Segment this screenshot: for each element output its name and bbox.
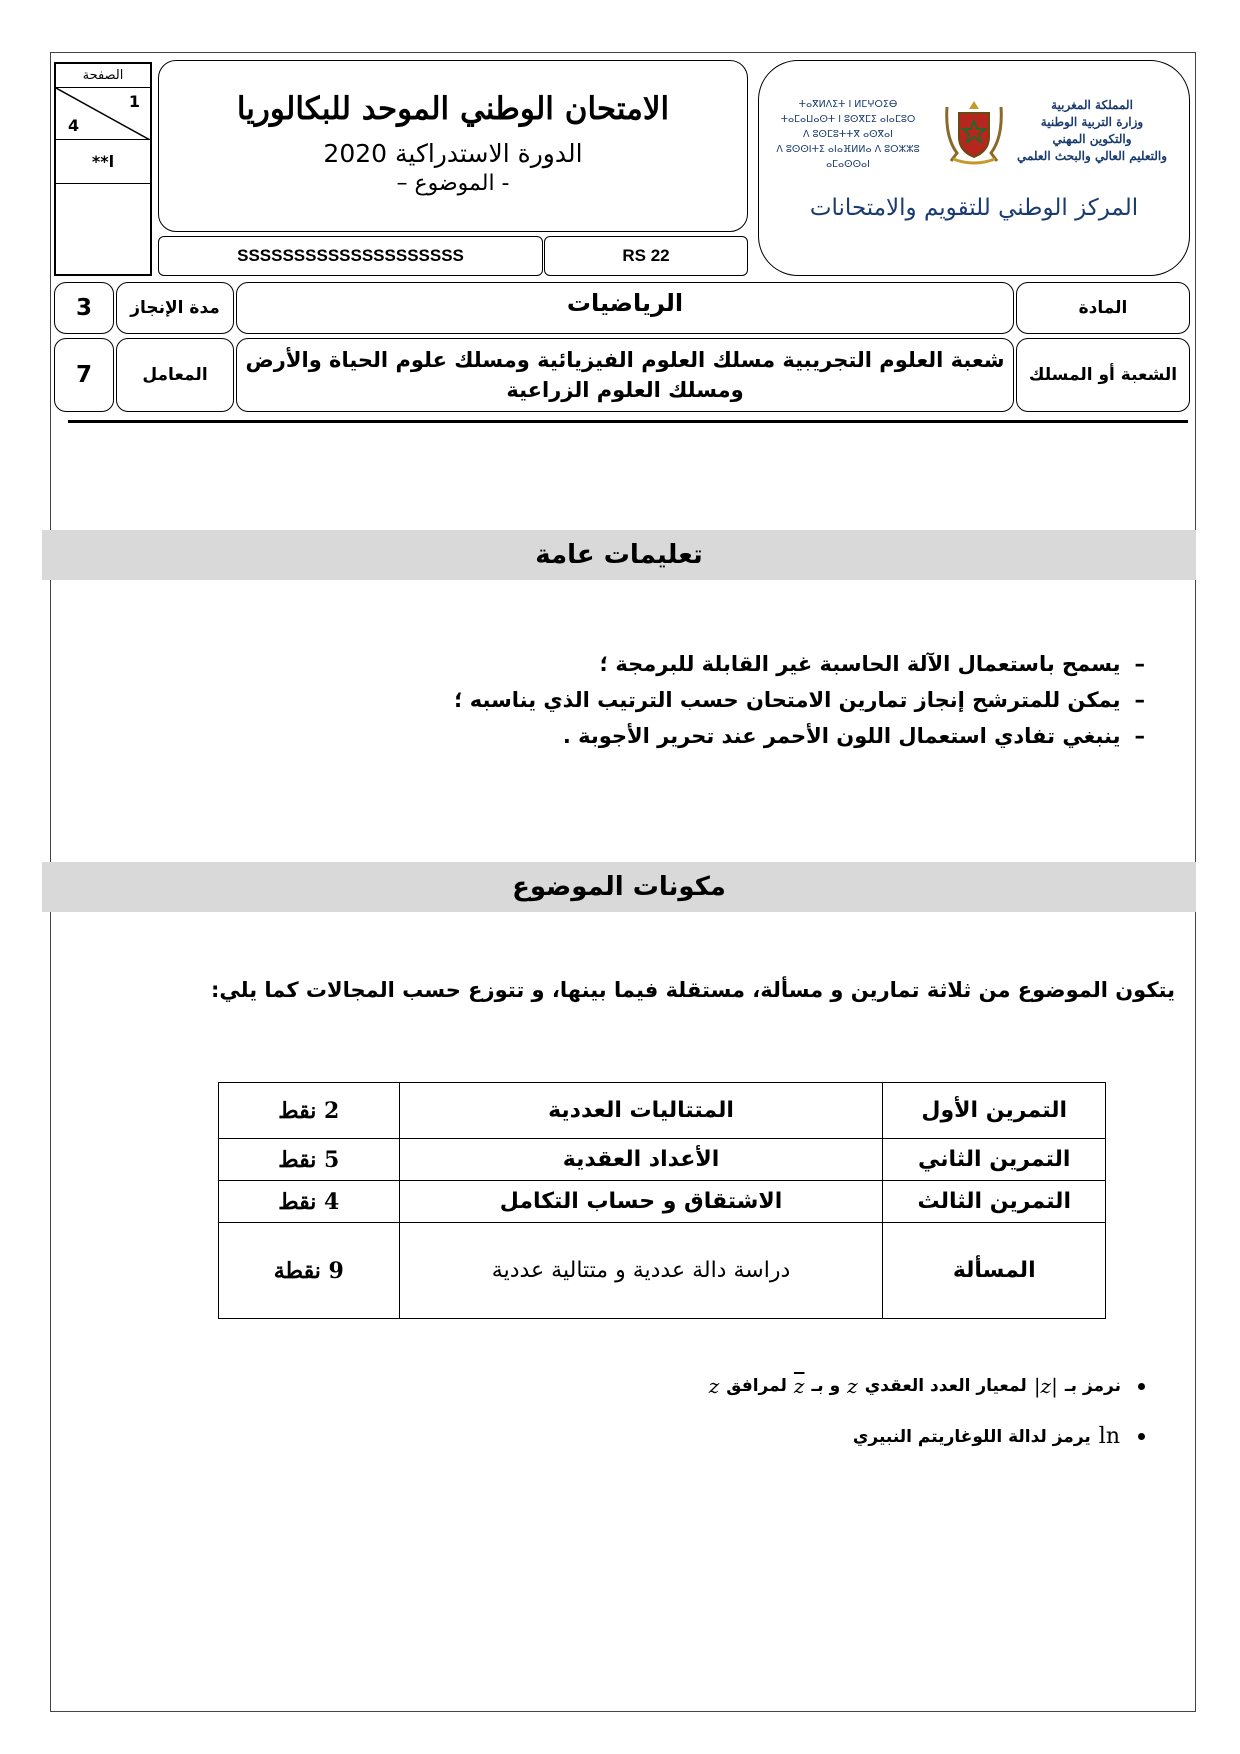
tifinagh-line: ⵜⴰⵎⴰⵡⴰⵙⵜ ⵏ ⵓⵙⴳⵎⵉ ⴰⵏⴰⵎⵓⵔ — [780, 114, 916, 125]
notation-note-ln: ln يرمز لدالة اللوغاريتم النبيري — [700, 1424, 1145, 1449]
subject-label: المادة — [1016, 282, 1190, 334]
branch-line-2: ومسلك العلوم الزراعية — [506, 378, 744, 402]
tifinagh-line: ⵜⴰⴳⵍⴷⵉⵜ ⵏ ⵍⵎⵖⵔⵉⴱ — [798, 99, 898, 110]
page-fraction — [56, 88, 150, 140]
institution-box — [758, 60, 1190, 276]
exercise-points: 9 نقطة — [219, 1223, 400, 1319]
exercise-domain: دراسة دالة عددية و متتالية عددية — [399, 1223, 883, 1319]
candidate-code-box — [158, 236, 543, 276]
subject-code-box — [544, 236, 748, 276]
instruction-item: –يسمح باستعمال الآلة الحاسبة غير القابلة للبرمجة ؛ — [599, 652, 1145, 676]
tifinagh-line: ⴷ ⵓⵙⵎⵓⵜⵜⴳ ⴰⵙⴳⴰⵏ — [803, 129, 893, 140]
page-total: 4 — [68, 116, 80, 135]
instruction-item: –يمكن للمترشح إنجاز تمارين الامتحان حسب الترتيب الذي يناسبه ؛ — [454, 688, 1145, 712]
exam-code-mark: **ا — [56, 140, 150, 184]
exercise-name: التمرين الثاني — [883, 1139, 1106, 1181]
exercise-domain: المتتاليات العددية — [399, 1083, 883, 1139]
exercise-name: التمرين الثالث — [883, 1181, 1106, 1223]
ministry-arabic-block — [1007, 97, 1177, 165]
components-title-band — [42, 862, 1196, 912]
bullet-icon — [1138, 1383, 1145, 1390]
notation-note-modulus: نرمز بـ |z| لمعيار العدد العقدي z و بـ z لمرافق z — [600, 1374, 1145, 1398]
bullet-icon — [1138, 1433, 1145, 1440]
components-intro: يتكون الموضوع من ثلاثة تمارين و مسألة، مستقلة فيما بينها، و تتوزع حسب المجالات كما يلي: — [211, 978, 1175, 1002]
exercise-domain: الاشتقاق و حساب التكامل — [399, 1181, 883, 1223]
branch-label: الشعبة أو المسلك — [1016, 338, 1190, 412]
tifinagh-line: ⴷ ⵓⵙⵙⵏⵜⵉ ⴰⵏⴰⴼⵍⵍⴰ ⴷ ⵓⵔⵣⵣⵓ ⴰⵎⴰⵙⵙⴰⵏ — [776, 144, 920, 170]
ministry-line: المملكة المغربية — [1051, 98, 1133, 112]
exercise-name: التمرين الأول — [883, 1083, 1106, 1139]
exercise-domain: الأعداد العقدية — [399, 1139, 883, 1181]
exam-title: الامتحان الوطني الموحد للبكالوريا — [236, 91, 670, 127]
tifinagh-block — [773, 97, 923, 172]
table-row — [219, 1223, 1106, 1319]
candidate-code: SSSSSSSSSSSSSSSSSSSS — [237, 246, 464, 265]
branch-line-1: شعبة العلوم التجريبية مسلك العلوم الفيزيائية ومسلك علوم الحياة والأرض — [245, 348, 1005, 372]
evaluation-center-name: المركز الوطني للتقويم والامتحانات — [809, 195, 1139, 221]
z-bar-symbol: z — [793, 1374, 805, 1398]
exam-session: الدورة الاستدراكية 2020 — [323, 139, 583, 168]
ln-symbol: ln — [1098, 1424, 1120, 1449]
header-separator — [68, 420, 1188, 423]
exam-title-box — [158, 60, 748, 232]
page-current: 1 — [128, 92, 140, 111]
subject-code: RS 22 — [622, 246, 670, 265]
components-title: مكونات الموضوع — [512, 872, 726, 902]
ministry-line: والتكوين المهني — [1052, 132, 1132, 146]
exam-subject-label: - الموضوع – — [396, 171, 510, 196]
page-label: الصفحة — [56, 64, 150, 88]
table-row — [219, 1181, 1106, 1223]
instructions-title: تعليمات عامة — [535, 540, 703, 570]
exercise-points: 5 نقط — [219, 1139, 400, 1181]
exercise-points: 4 نقط — [219, 1181, 400, 1223]
instructions-list — [120, 646, 1145, 754]
exercise-name: المسألة — [883, 1223, 1106, 1319]
coefficient-label: المعامل — [116, 338, 234, 412]
table-row — [219, 1139, 1106, 1181]
table-row — [219, 1083, 1106, 1139]
duration-label: مدة الإنجاز — [116, 282, 234, 334]
domains-table — [218, 1082, 1106, 1319]
branch-value — [236, 338, 1014, 412]
instructions-title-band — [42, 530, 1196, 580]
instruction-item: –ينبغي تفادي استعمال اللون الأحمر عند تحرير الأجوبة . — [562, 724, 1145, 748]
ministry-line: وزارة التربية الوطنية — [1040, 115, 1144, 129]
ministry-line: والتعليم العالي والبحث العلمي — [1016, 149, 1168, 163]
exercise-points: 2 نقط — [219, 1083, 400, 1139]
coefficient-value: 7 — [54, 338, 114, 412]
z-symbol: z — [708, 1374, 720, 1398]
page-number-box — [54, 62, 152, 276]
kingdom-emblem-icon — [943, 97, 1005, 165]
modulus-symbol: |z| — [1033, 1374, 1058, 1398]
z-symbol: z — [847, 1374, 858, 1398]
duration-value: 3 — [54, 282, 114, 334]
subject-value: الرياضيات — [236, 282, 1014, 334]
